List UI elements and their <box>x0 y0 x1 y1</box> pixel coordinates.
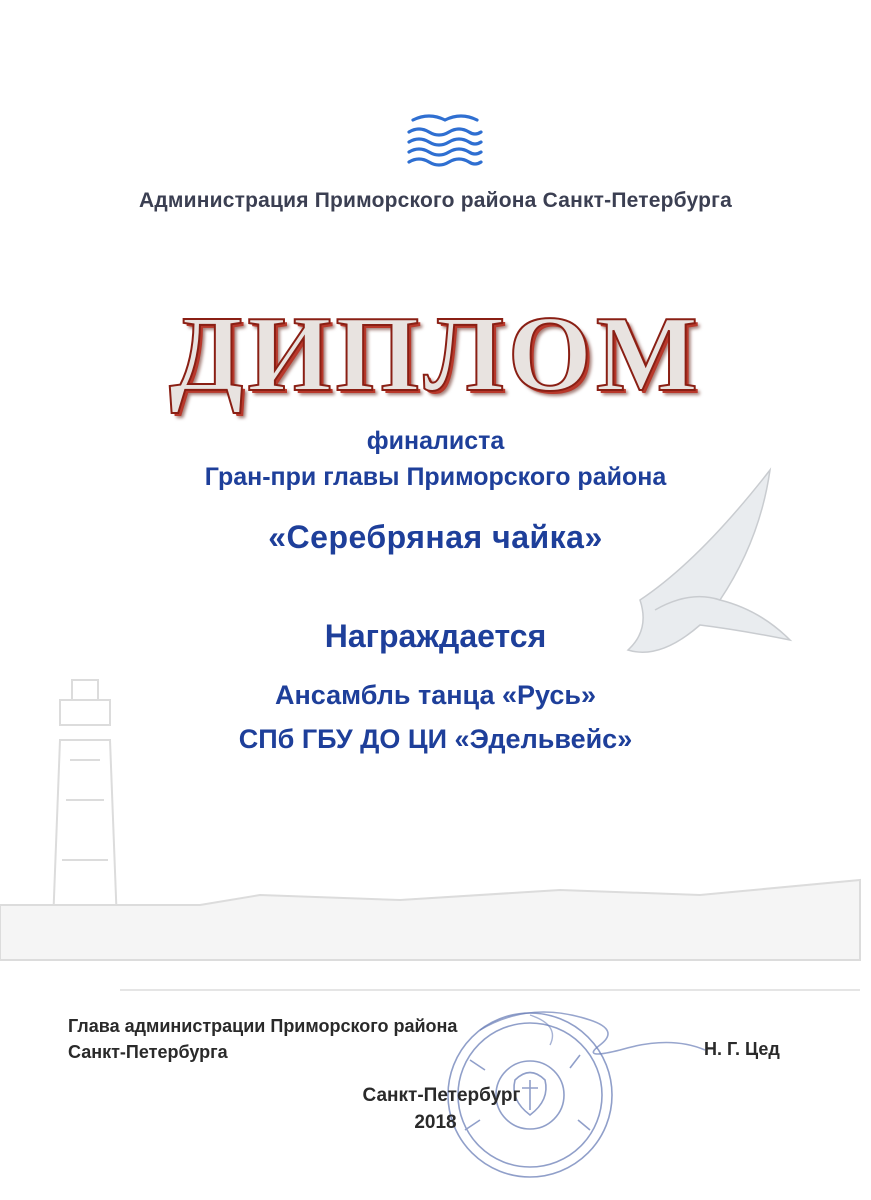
awarded-label: Награждается <box>324 618 547 654</box>
contest-name: «Серебряная чайка» <box>268 519 603 555</box>
handwritten-signature <box>470 990 710 1080</box>
recipient-organization: СПб ГБУ ДО ЦИ «Эдельвейс» <box>238 724 633 754</box>
signer-title-line1: Глава администрации Приморского района <box>68 1016 458 1036</box>
signer-title <box>68 1013 457 1065</box>
issue-city: Санкт-Петербург <box>362 1085 521 1106</box>
administration-heading: Администрация Приморского района Санкт-Петербурга <box>139 189 732 212</box>
grand-prix-label: Гран-при главы Приморского района <box>204 463 667 491</box>
recipient-ensemble: Ансамбль танца «Русь» <box>274 680 597 710</box>
seagull-waves-icon <box>405 112 485 168</box>
issue-year: 2018 <box>414 1112 457 1133</box>
signer-title-line2: Санкт-Петербурга <box>68 1042 228 1062</box>
finalist-label: финалиста <box>366 427 505 455</box>
signer-name: Н. Г. Цед <box>704 1039 780 1059</box>
diploma-title: ДИПЛОМ <box>169 295 702 414</box>
